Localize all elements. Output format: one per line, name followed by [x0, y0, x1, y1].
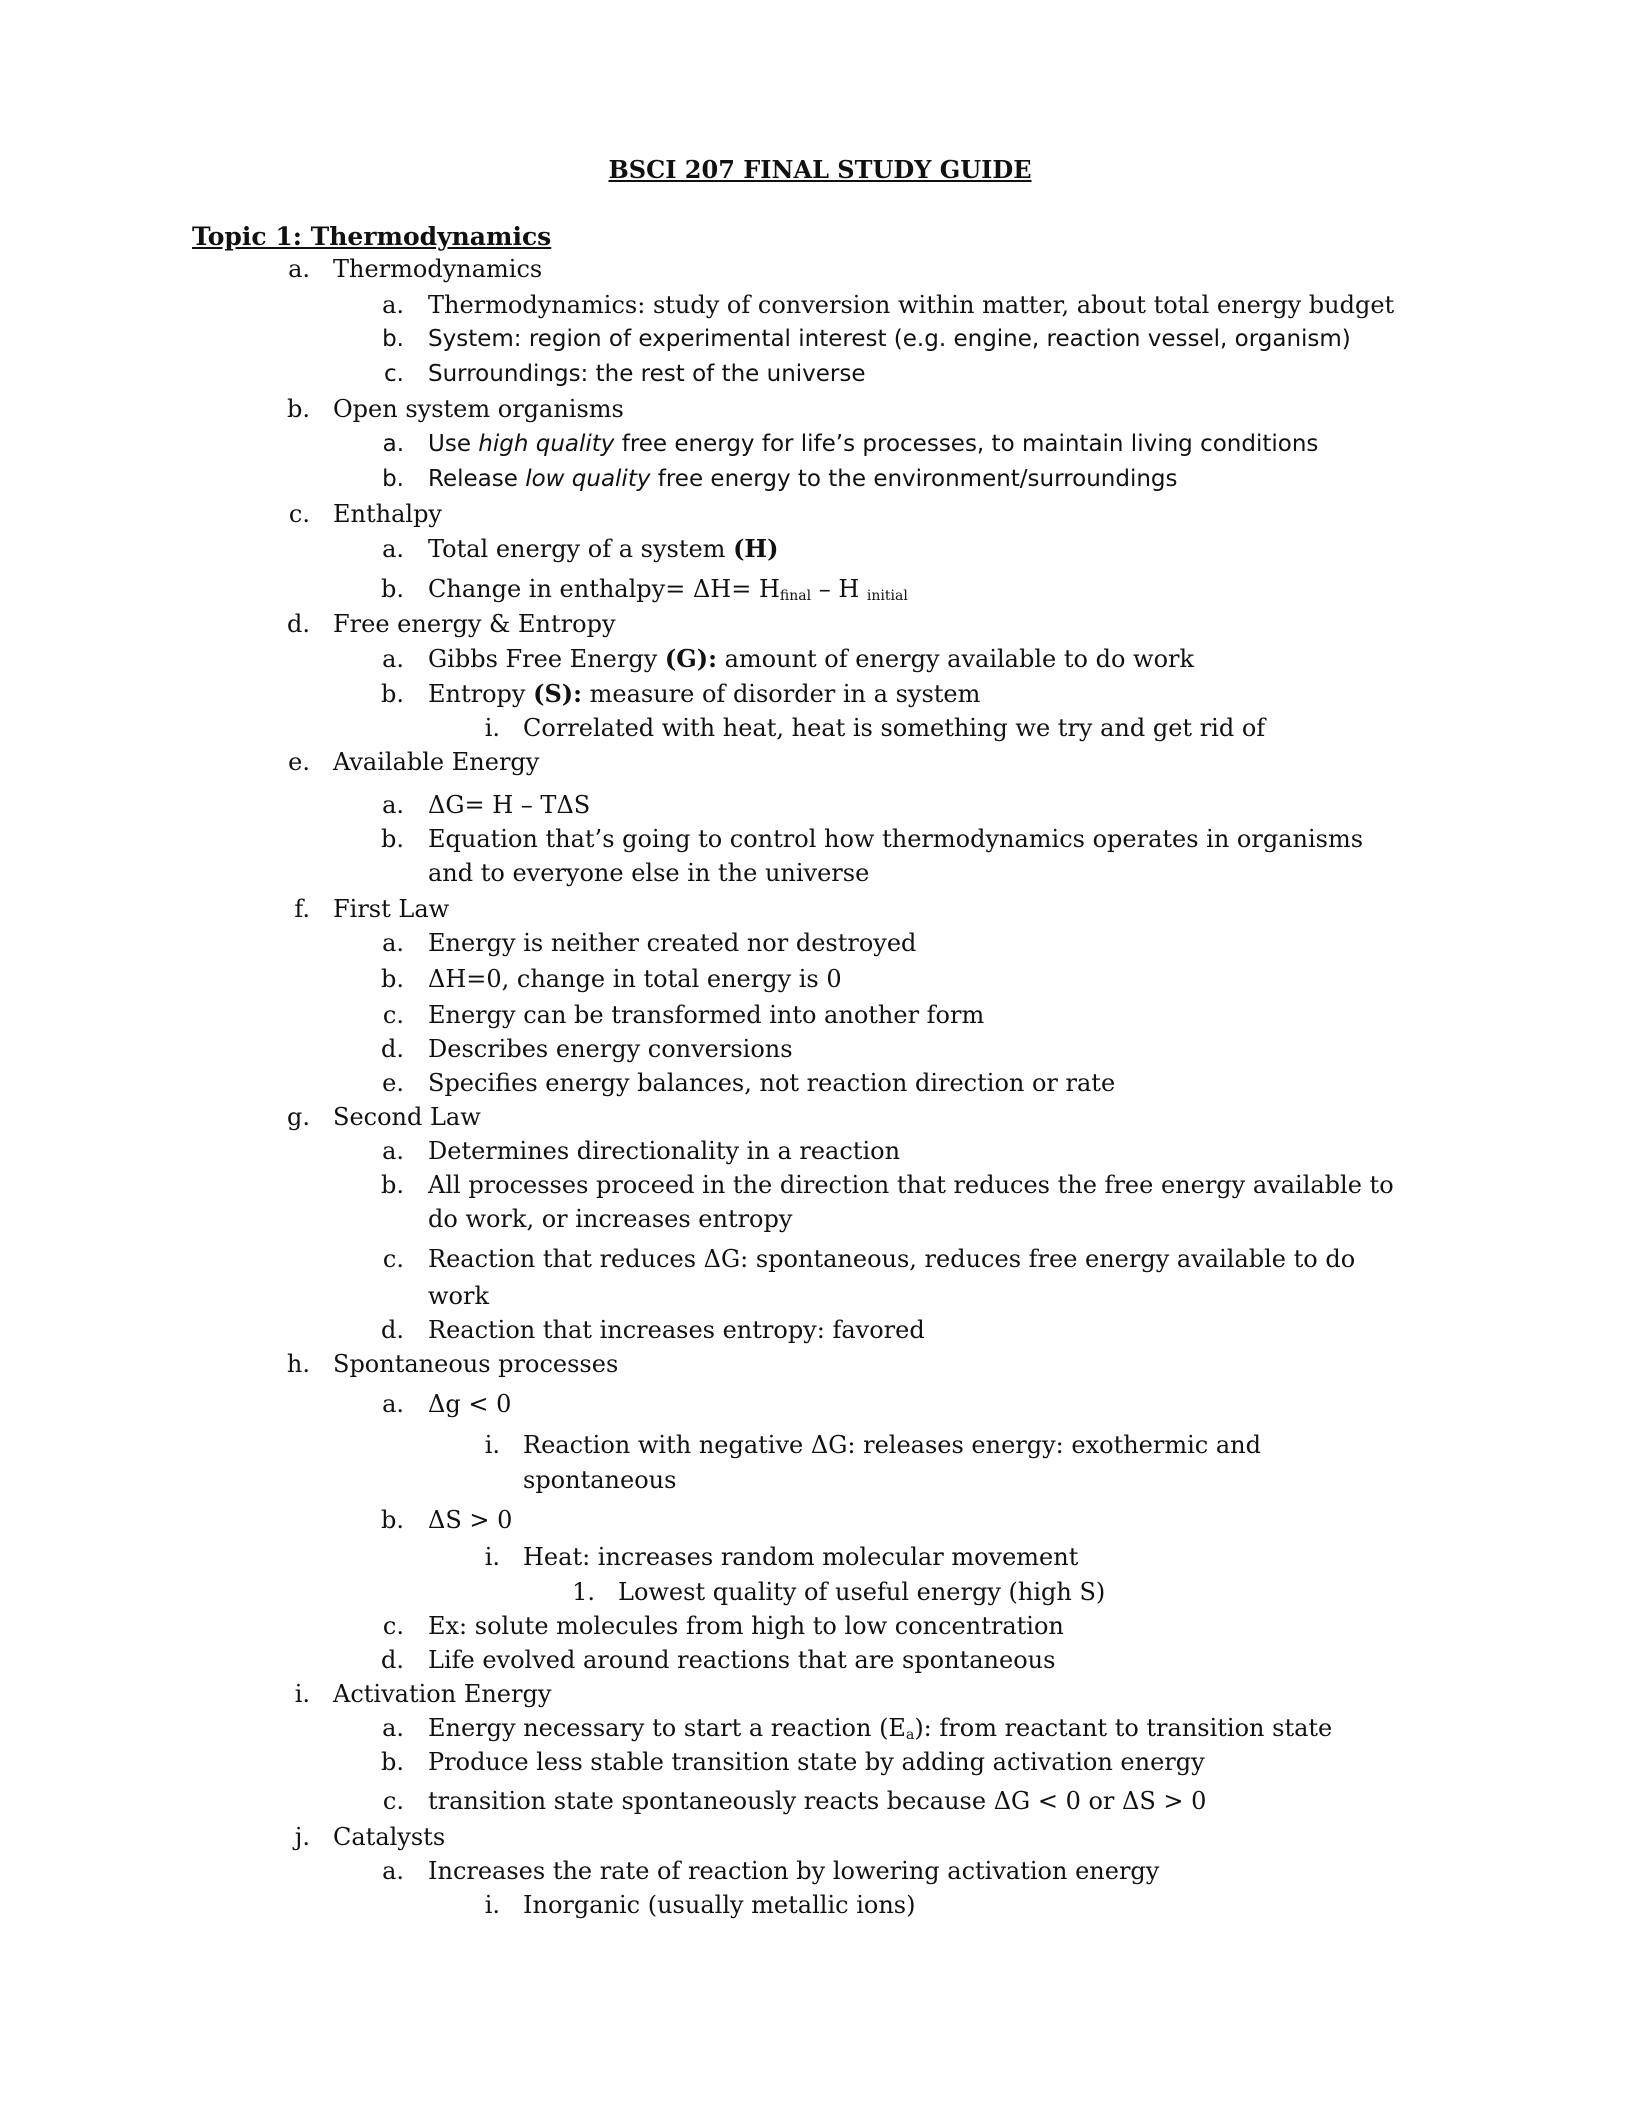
- item-marker: b.: [381, 825, 404, 853]
- outline-item: [0, 392, 1640, 426]
- item-text: Second Law: [333, 1103, 481, 1131]
- item-marker: j.: [294, 1823, 310, 1851]
- item-text: Enthalpy: [333, 500, 442, 528]
- item-marker: g.: [287, 1103, 310, 1131]
- item-text: work: [428, 1282, 490, 1310]
- item-marker: b.: [381, 1748, 404, 1776]
- item-marker: e.: [288, 748, 310, 776]
- outline-item: [0, 1428, 1640, 1462]
- item-marker: i.: [484, 1431, 500, 1459]
- outline-item: [0, 1503, 1640, 1537]
- item-text: Open system organisms: [333, 395, 624, 423]
- outline-item: [0, 288, 1640, 322]
- item-marker: b.: [287, 395, 310, 423]
- item-marker: 1.: [572, 1578, 595, 1606]
- item-marker: d.: [287, 610, 310, 638]
- item-marker: b.: [381, 680, 404, 708]
- item-text: Ex: solute molecules from high to low concentration: [428, 1612, 1064, 1640]
- outline-item: [0, 1066, 1640, 1100]
- outline-item: [0, 926, 1640, 960]
- item-text: Increases the rate of reaction by lowering activation energy: [428, 1857, 1160, 1885]
- item-marker: a.: [288, 255, 310, 283]
- outline-item: [0, 1711, 1640, 1745]
- outline-item: [0, 1242, 1640, 1276]
- outline-item: [0, 1677, 1640, 1711]
- item-marker: b.: [381, 575, 404, 603]
- item-text: Reaction that reduces ΔG: spontaneous, reduces free energy available to do: [428, 1245, 1356, 1273]
- item-marker: c.: [384, 361, 404, 387]
- item-marker: i.: [484, 1891, 500, 1919]
- item-text: Δg < 0: [428, 1390, 512, 1418]
- outline-item: [0, 822, 1640, 856]
- item-text: Catalysts: [333, 1823, 446, 1851]
- item-marker: h.: [286, 1350, 310, 1378]
- item-text: Heat: increases random molecular movement: [523, 1543, 1079, 1571]
- item-marker: a.: [382, 535, 404, 563]
- outline-item: [0, 1820, 1640, 1854]
- item-marker: a.: [382, 1390, 404, 1418]
- item-marker: a.: [382, 1714, 404, 1742]
- item-text: Activation Energy: [333, 1680, 552, 1708]
- outline-item: [0, 1540, 1640, 1574]
- item-text: Gibbs Free Energy (G): amount of energy available to do work: [428, 644, 1195, 673]
- outline-item: [0, 1387, 1640, 1421]
- outline-item: [0, 998, 1640, 1032]
- item-text: Thermodynamics: [333, 255, 543, 283]
- outline-item-continuation: [0, 1463, 1640, 1497]
- outline-item: [0, 462, 1640, 496]
- item-marker: b.: [382, 326, 404, 352]
- item-text: Equation that’s going to control how thermodynamics operates in organisms: [428, 825, 1364, 853]
- item-marker: b.: [382, 466, 404, 492]
- outline-item: [0, 892, 1640, 926]
- item-marker: i.: [294, 1680, 310, 1708]
- outline-item: [0, 532, 1640, 566]
- item-marker: c.: [382, 1245, 404, 1273]
- outline-item: [0, 1575, 1640, 1609]
- outline-item: [0, 1168, 1640, 1202]
- item-text: System: region of experimental interest (e.g. engine, reaction vessel, organism): [428, 326, 1351, 352]
- outline-item: [0, 788, 1640, 822]
- item-marker: f.: [294, 895, 310, 923]
- outline-item: [0, 1888, 1640, 1922]
- outline-item: [0, 322, 1640, 356]
- item-marker: c.: [382, 1787, 404, 1815]
- item-text: All processes proceed in the direction that reduces the free energy available to: [428, 1171, 1394, 1199]
- outline-item: [0, 1100, 1640, 1134]
- item-text: Describes energy conversions: [428, 1035, 793, 1063]
- outline-item: [0, 1347, 1640, 1381]
- item-text: Produce less stable transition state by adding activation energy: [428, 1748, 1205, 1776]
- item-marker: e.: [382, 1069, 404, 1097]
- outline-item: [0, 1745, 1640, 1779]
- outline-item: [0, 252, 1640, 286]
- item-text: Reaction with negative ΔG: releases energy: exothermic and: [523, 1431, 1261, 1459]
- item-marker: c.: [288, 500, 310, 528]
- item-text: Life evolved around reactions that are spontaneous: [428, 1646, 1056, 1674]
- item-marker: a.: [382, 645, 404, 673]
- outline-item: [0, 1643, 1640, 1677]
- item-marker: a.: [382, 1137, 404, 1165]
- item-text: ΔH=0, change in total energy is 0: [428, 965, 842, 993]
- topic-heading: Topic 1: Thermodynamics: [192, 222, 552, 251]
- outline-item: [0, 1854, 1640, 1888]
- outline-item: [0, 711, 1640, 745]
- item-text: Correlated with heat, heat is something we try and get rid of: [523, 714, 1266, 742]
- item-text: Inorganic (usually metallic ions): [523, 1891, 916, 1919]
- item-marker: c.: [382, 1001, 404, 1029]
- item-text: and to everyone else in the universe: [428, 859, 870, 887]
- item-marker: a.: [382, 929, 404, 957]
- outline-item-continuation: [0, 856, 1640, 890]
- item-text: Use high quality free energy for life’s processes, to maintain living conditions: [428, 431, 1319, 457]
- outline-item-continuation: [0, 1279, 1640, 1313]
- outline-item: [0, 572, 1640, 606]
- outline-item: [0, 497, 1640, 531]
- item-text: Available Energy: [333, 748, 540, 776]
- outline-item-continuation: [0, 1202, 1640, 1236]
- item-text: Energy can be transformed into another form: [428, 1001, 985, 1029]
- item-marker: d.: [381, 1316, 404, 1344]
- item-text: Entropy (S): measure of disorder in a system: [428, 679, 981, 708]
- item-text: Reaction that increases entropy: favored: [428, 1316, 925, 1344]
- outline-item: [0, 1609, 1640, 1643]
- item-text: Lowest quality of useful energy (high S): [618, 1578, 1106, 1606]
- outline-item: [0, 607, 1640, 641]
- outline-item: [0, 1032, 1640, 1066]
- item-marker: b.: [381, 1171, 404, 1199]
- outline-item: [0, 1784, 1640, 1818]
- item-text: spontaneous: [523, 1466, 677, 1494]
- item-text: Spontaneous processes: [333, 1350, 619, 1378]
- item-text: Thermodynamics: study of conversion within matter, about total energy budget: [428, 291, 1395, 319]
- document-title: BSCI 207 FINAL STUDY GUIDE: [608, 155, 1032, 184]
- item-marker: d.: [381, 1035, 404, 1063]
- item-marker: a.: [382, 791, 404, 819]
- outline-item: [0, 1313, 1640, 1347]
- outline-item: [0, 427, 1640, 461]
- item-marker: a.: [382, 291, 404, 319]
- item-marker: b.: [381, 965, 404, 993]
- item-text: ΔS > 0: [428, 1506, 513, 1534]
- item-text: Surroundings: the rest of the universe: [428, 361, 866, 387]
- outline-item: [0, 357, 1640, 391]
- item-text: Free energy & Entropy: [333, 610, 616, 638]
- item-marker: a.: [382, 1857, 404, 1885]
- outline-item: [0, 745, 1640, 779]
- item-text: Energy is neither created nor destroyed: [428, 929, 917, 957]
- item-text: Release low quality free energy to the environment/surroundings: [428, 466, 1178, 492]
- item-text: Change in enthalpy= $\Delta H= H_{final} - H$ $_{initial}$: [428, 575, 908, 604]
- outline-item: [0, 962, 1640, 996]
- item-marker: i.: [484, 714, 500, 742]
- item-text: transition state spontaneously reacts because ΔG < 0 or ΔS > 0: [428, 1787, 1207, 1815]
- item-marker: c.: [382, 1612, 404, 1640]
- item-text: Total energy of a system (H): [428, 534, 779, 563]
- item-marker: d.: [381, 1646, 404, 1674]
- item-text: Specifies energy balances, not reaction direction or rate: [428, 1069, 1116, 1097]
- item-text: First Law: [333, 895, 450, 923]
- item-text: Energy necessary to start a reaction $(E_a)$: from reactant to transition state: [428, 1714, 1333, 1743]
- item-text: Determines directionality in a reaction: [428, 1137, 901, 1165]
- item-text: do work, or increases entropy: [428, 1205, 793, 1233]
- item-text: ΔG= H – TΔS: [428, 791, 591, 819]
- outline-item: [0, 642, 1640, 676]
- item-marker: i.: [484, 1543, 500, 1571]
- item-marker: a.: [382, 431, 404, 457]
- outline-item: [0, 677, 1640, 711]
- item-marker: b.: [381, 1506, 404, 1534]
- outline-item: [0, 1134, 1640, 1168]
